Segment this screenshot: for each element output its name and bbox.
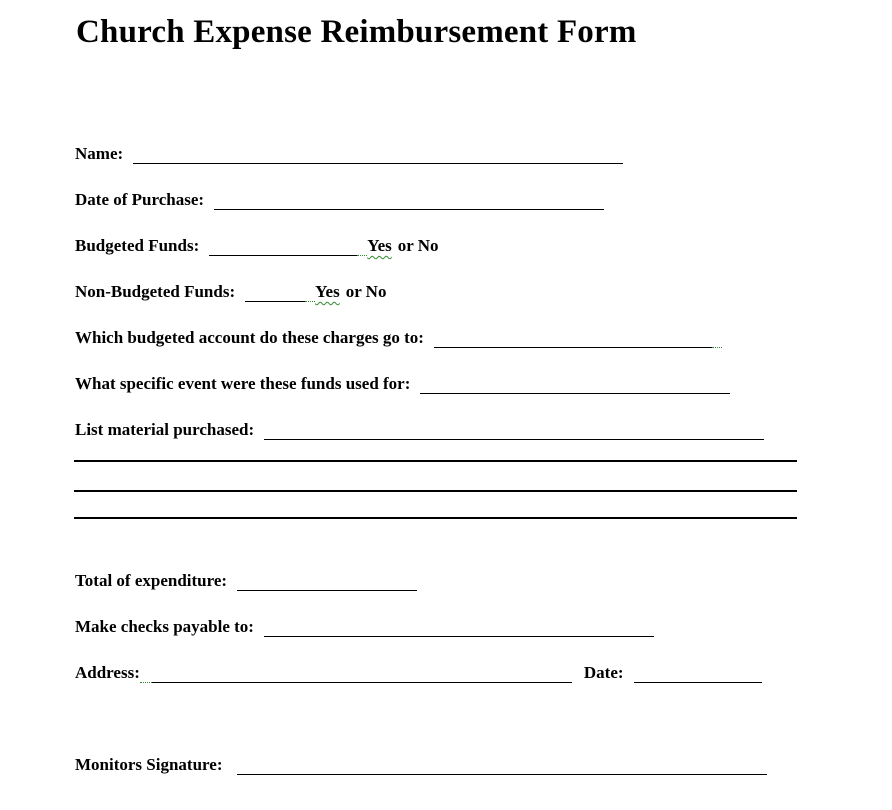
specific-event-field[interactable] (420, 375, 730, 394)
signature-field[interactable] (237, 756, 767, 775)
grammar-mark (357, 237, 367, 256)
specific-event-label: What specific event were these funds used for: (75, 374, 411, 393)
budgeted-no-option[interactable]: or No (397, 236, 439, 255)
date-of-purchase-label: Date of Purchase: (75, 190, 205, 209)
material-purchased-field[interactable] (264, 421, 764, 440)
non-budgeted-funds-field[interactable] (245, 283, 305, 302)
total-expenditure-field[interactable] (237, 572, 417, 591)
address-field[interactable] (152, 664, 572, 683)
specific-event-row (75, 370, 730, 394)
budgeted-yes-option[interactable]: Yes (367, 236, 392, 255)
non-budgeted-no-option[interactable]: or No (345, 282, 387, 301)
non-budgeted-funds-row (75, 278, 386, 302)
payable-to-label: Make checks payable to: (75, 617, 254, 636)
material-line-1[interactable] (74, 460, 797, 462)
non-budgeted-yes-option[interactable]: Yes (315, 282, 340, 301)
total-expenditure-row (75, 567, 417, 591)
form-title: Church Expense Reimbursement Form (76, 14, 637, 50)
name-field[interactable] (133, 145, 623, 164)
budgeted-funds-label: Budgeted Funds: (75, 236, 200, 255)
budgeted-account-row (75, 324, 722, 348)
date-of-purchase-row (75, 186, 604, 210)
name-label: Name: (75, 144, 124, 163)
date-label: Date: (583, 663, 624, 682)
material-purchased-row (75, 416, 764, 440)
budgeted-funds-row (75, 232, 439, 256)
address-row (75, 659, 762, 683)
date-field[interactable] (634, 664, 762, 683)
payable-to-row (75, 613, 654, 637)
name-row (75, 140, 623, 164)
address-label: Address: (75, 663, 140, 682)
date-of-purchase-field[interactable] (214, 191, 604, 210)
non-budgeted-funds-label: Non-Budgeted Funds: (75, 282, 236, 301)
total-expenditure-label: Total of expenditure: (75, 571, 228, 590)
signature-label: Monitors Signature: (75, 755, 223, 774)
budgeted-account-label: Which budgeted account do these charges go to: (75, 328, 424, 347)
material-line-2[interactable] (74, 490, 797, 492)
grammar-mark (140, 664, 152, 683)
material-line-3[interactable] (74, 517, 797, 519)
payable-to-field[interactable] (264, 618, 654, 637)
grammar-mark (305, 283, 315, 302)
budgeted-funds-field[interactable] (209, 237, 357, 256)
signature-row (75, 751, 767, 775)
material-purchased-label: List material purchased: (75, 420, 255, 439)
budgeted-account-field[interactable] (434, 329, 712, 348)
grammar-mark (712, 329, 722, 348)
